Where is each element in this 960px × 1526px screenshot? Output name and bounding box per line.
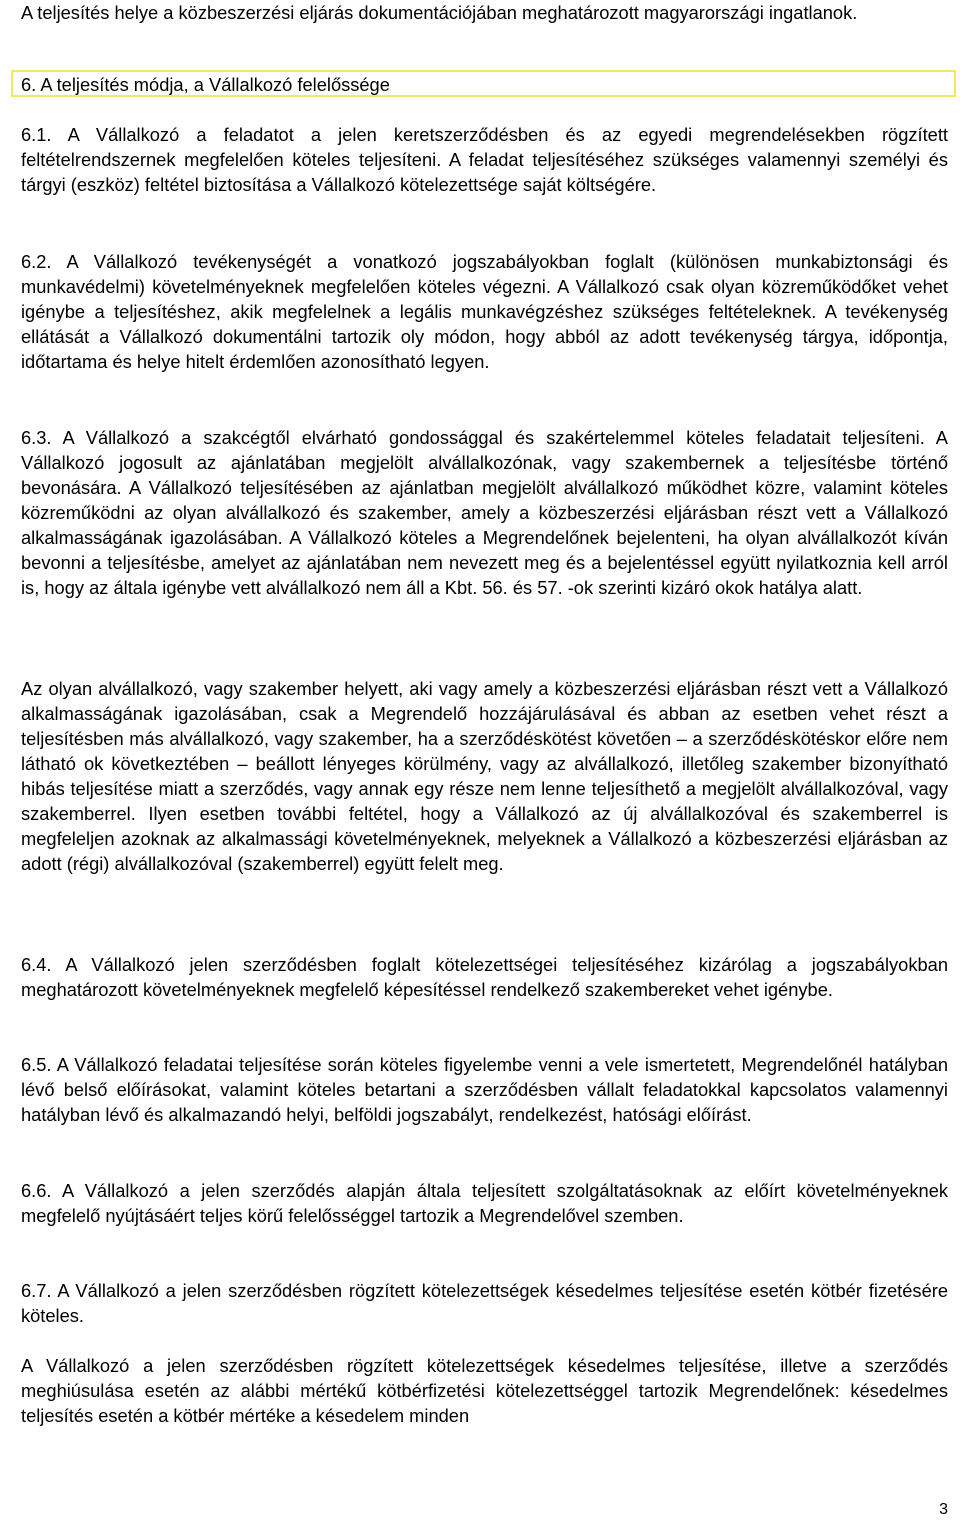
paragraph-6-7-penalty: A Vállalkozó a jelen szerződésben rögzített kötelezettségek késedelmes teljesítése, illetve a szerződés meghiúsulása esetén az alábbi mértékű kötbérfizetési kötelezettséggel tartozik Megrendelőnek: késedelmes teljesítés esetén a kötbér mértéke a késedelem minden: [21, 1355, 948, 1426]
paragraph-6-3: 6.3. A Vállalkozó a szakcégtől elvárható gondossággal és szakértelemmel köteles feladatait teljesíteni. A Vállalkozó jogosult az ajánlatában megjelölt alvállalkozónak, vagy szakembernek a teljesítésbe történő bevonására. A Vállalkozó teljesítésében az ajánlatban megjelölt alvállalkozó működhet közre, valamint köteles közreműködni az olyan alvállalkozó és szakember, amely a közbeszerzési eljárásban részt vett a Vállalkozó alkalmasságának igazolásában. A Vállalkozó köteles a Megrendelőnek bejelenteni, ha olyan alvállalkozót kíván bevonni a teljesítésbe, amelyet az ajánlatában nem nevezett meg és a bejelentéssel együtt nyilatkoznia kell arról is, hogy az általa igénybe vett alvállalkozó nem áll a Kbt. 56. és 57. -ok szerinti kizáró okok hatálya alatt.: [21, 427, 948, 598]
paragraph-6-2: 6.2. A Vállalkozó tevékenységét a vonatkozó jogszabályokban foglalt (különösen munkabiztonsági és munkavédelmi) követelményeknek megfelelően köteles végezni. A Vállalkozó csak olyan közreműködőket vehet igénybe a teljesítéshez, akik megfelelnek a legális munkavégzéshez szükséges feltételeknek. A tevékenység ellátását a Vállalkozó dokumentálni tartozik oly módon, hogy abból az adott tevékenység tárgya, időpontja, időtartama és helye hitelt érdemlően azonosítható legyen.: [21, 251, 948, 372]
intro-paragraph: A teljesítés helye a közbeszerzési eljárás dokumentációjában meghatározott magyarországi ingatlanok.: [21, 2, 858, 23]
section-heading: 6. A teljesítés módja, a Vállalkozó felelőssége: [21, 74, 390, 95]
paragraph-6-5: 6.5. A Vállalkozó feladatai teljesítése során köteles figyelembe venni a vele ismertetett, Megrendelőnél hatályban lévő belső előírásokat, valamint köteles betartani a szerződésben vállalt feladatokkal kapcsolatos valamennyi hatályban lévő és alkalmazandó helyi, belföldi jogszabályt, rendelkezést, hatósági előírást.: [21, 1054, 948, 1125]
page-number: 3: [939, 1501, 948, 1518]
paragraph-6-4: 6.4. A Vállalkozó jelen szerződésben foglalt kötelezettségei teljesítéséhez kizárólag a jogszabályokban meghatározott követelményeknek megfelelő képesítéssel rendelkező szakembereket vehet igénybe.: [21, 954, 948, 1000]
paragraph-6-6: 6.6. A Vállalkozó a jelen szerződés alapján általa teljesített szolgáltatásoknak az előírt követelményeknek megfelelő nyújtásáért teljes körű felelősséggel tartozik a Megrendelővel szemben.: [21, 1180, 948, 1226]
paragraph-6-1: 6.1. A Vállalkozó a feladatot a jelen keretszerződésben és az egyedi megrendelésekben rögzített feltételrendszernek megfelelően köteles teljesíteni. A feladat teljesítéséhez szükséges valamennyi személyi és tárgyi (eszköz) feltétel biztosítása a Vállalkozó kötelezettsége saját költségére.: [21, 124, 948, 195]
paragraph-6-3-continued: Az olyan alvállalkozó, vagy szakember helyett, aki vagy amely a közbeszerzési eljárásban részt vett a Vállalkozó alkalmasságának igazolásában, csak a Megrendelő hozzájárulásával és abban az esetben vehet részt a teljesítésben más alvállalkozó, vagy szakember, ha a szerződéskötést követően – a szerződéskötéskor előre nem látható ok következtében – beállott lényeges körülmény, vagy az alvállalkozó, illetőleg szakember bizonyítható hibás teljesítése miatt a szerződés, vagy annak egy része nem lenne teljesíthető a megjelölt alvállalkozóval, vagy szakemberrel. Ilyen esetben további feltétel, hogy a Vállalkozó az új alvállalkozóval és szakemberrel is megfeleljen azoknak az alkalmassági követelményeknek, melyeknek a Vállalkozó a közbeszerzési eljárásban az adott (régi) alvállalkozóval (szakemberrel) együtt felelt meg.: [21, 678, 948, 874]
paragraph-6-7: 6.7. A Vállalkozó a jelen szerződésben rögzített kötelezettségek késedelmes teljesítése esetén kötbér fizetésére köteles.: [21, 1280, 948, 1326]
